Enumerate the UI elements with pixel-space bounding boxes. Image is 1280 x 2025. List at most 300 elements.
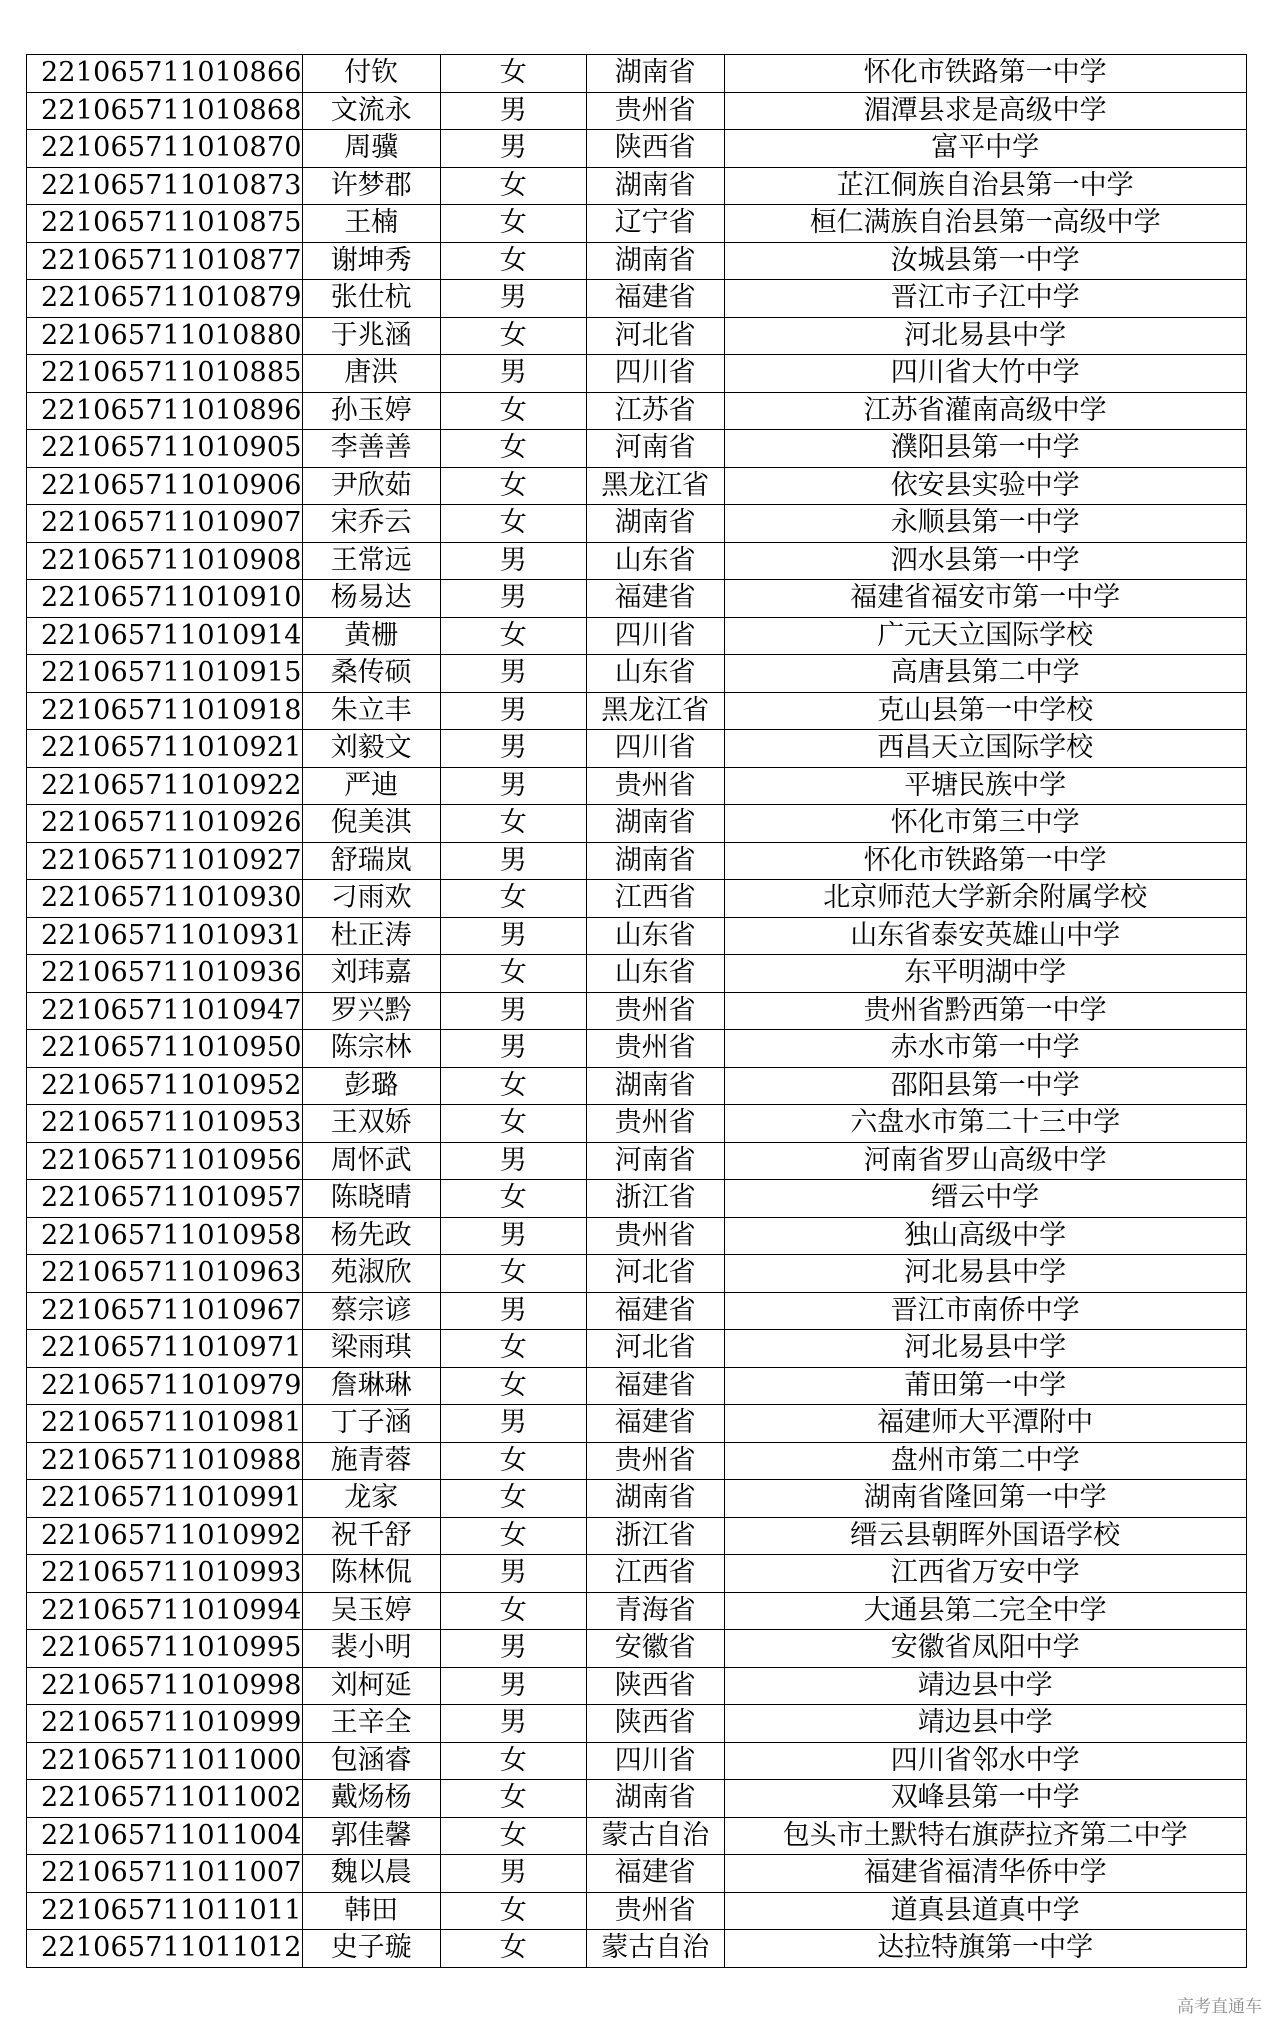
table-row	[27, 205, 1247, 243]
school-cell: 富平中学	[724, 130, 1246, 168]
student-name-cell: 谢坤秀	[302, 242, 440, 280]
gender-cell: 女	[440, 1817, 586, 1855]
gender-cell: 女	[440, 242, 586, 280]
school-cell: 双峰县第一中学	[724, 1780, 1246, 1818]
candidate-id-cell: 221065711010885	[27, 355, 303, 393]
student-name-cell: 黄栅	[302, 617, 440, 655]
table-row	[27, 1930, 1247, 1968]
candidate-id-cell: 221065711010915	[27, 655, 303, 693]
student-name-cell: 魏以晨	[302, 1855, 440, 1893]
student-name-cell: 付钦	[302, 55, 440, 93]
gender-cell: 男	[440, 1855, 586, 1893]
province-cell: 贵州省	[586, 92, 724, 130]
gender-cell: 男	[440, 842, 586, 880]
candidate-id-cell: 221065711010988	[27, 1442, 303, 1480]
table-row	[27, 1592, 1247, 1630]
table-row	[27, 805, 1247, 843]
school-cell: 东平明湖中学	[724, 955, 1246, 993]
student-name-cell: 杜正涛	[302, 917, 440, 955]
table-row	[27, 1817, 1247, 1855]
province-cell: 湖南省	[586, 1480, 724, 1518]
province-cell: 贵州省	[586, 1105, 724, 1143]
student-name-cell: 刘玮嘉	[302, 955, 440, 993]
candidate-id-cell: 221065711010907	[27, 505, 303, 543]
province-cell: 福建省	[586, 1405, 724, 1443]
candidate-id-cell: 221065711010993	[27, 1555, 303, 1593]
gender-cell: 男	[440, 1030, 586, 1068]
school-cell: 河北易县中学	[724, 317, 1246, 355]
gender-cell: 男	[440, 580, 586, 618]
student-name-cell: 舒瑞岚	[302, 842, 440, 880]
candidate-id-cell: 221065711010896	[27, 392, 303, 430]
gender-cell: 女	[440, 1105, 586, 1143]
province-cell: 湖南省	[586, 505, 724, 543]
student-name-cell: 杨先政	[302, 1217, 440, 1255]
province-cell: 黑龙江省	[586, 467, 724, 505]
province-cell: 贵州省	[586, 1217, 724, 1255]
province-cell: 山东省	[586, 655, 724, 693]
school-cell: 靖边县中学	[724, 1667, 1246, 1705]
school-cell: 安徽省凤阳中学	[724, 1630, 1246, 1668]
student-name-cell: 刘柯延	[302, 1667, 440, 1705]
school-cell: 包头市土默特右旗萨拉齐第二中学	[724, 1817, 1246, 1855]
gender-cell: 女	[440, 1517, 586, 1555]
student-name-cell: 王辛全	[302, 1705, 440, 1743]
school-cell: 赤水市第一中学	[724, 1030, 1246, 1068]
school-cell: 道真县道真中学	[724, 1892, 1246, 1930]
candidate-id-cell: 221065711010952	[27, 1067, 303, 1105]
candidate-id-cell: 221065711010870	[27, 130, 303, 168]
student-name-cell: 周骥	[302, 130, 440, 168]
table-row	[27, 1105, 1247, 1143]
province-cell: 陕西省	[586, 1705, 724, 1743]
school-cell: 莆田第一中学	[724, 1367, 1246, 1405]
candidate-id-cell: 221065711010953	[27, 1105, 303, 1143]
province-cell: 福建省	[586, 1855, 724, 1893]
gender-cell: 女	[440, 1592, 586, 1630]
province-cell: 四川省	[586, 1742, 724, 1780]
gender-cell: 女	[440, 505, 586, 543]
candidate-id-cell: 221065711010981	[27, 1405, 303, 1443]
student-name-cell: 严迪	[302, 767, 440, 805]
school-cell: 四川省邻水中学	[724, 1742, 1246, 1780]
table-row	[27, 1367, 1247, 1405]
school-cell: 高唐县第二中学	[724, 655, 1246, 693]
table-row	[27, 692, 1247, 730]
table-row	[27, 1442, 1247, 1480]
table-row	[27, 280, 1247, 318]
gender-cell: 男	[440, 767, 586, 805]
candidate-id-cell: 221065711010930	[27, 880, 303, 918]
candidate-id-cell: 221065711010958	[27, 1217, 303, 1255]
table-row	[27, 730, 1247, 768]
table-row	[27, 1255, 1247, 1293]
gender-cell: 男	[440, 130, 586, 168]
student-roster-table	[26, 54, 1247, 1968]
candidate-id-cell: 221065711010910	[27, 580, 303, 618]
table-row	[27, 430, 1247, 468]
school-cell: 四川省大竹中学	[724, 355, 1246, 393]
school-cell: 湄潭县求是高级中学	[724, 92, 1246, 130]
candidate-id-cell: 221065711010991	[27, 1480, 303, 1518]
province-cell: 贵州省	[586, 767, 724, 805]
table-row	[27, 1217, 1247, 1255]
student-name-cell: 王常远	[302, 542, 440, 580]
student-name-cell: 陈宗林	[302, 1030, 440, 1068]
student-name-cell: 戴炀杨	[302, 1780, 440, 1818]
province-cell: 蒙古自治	[586, 1930, 724, 1968]
table-row	[27, 1517, 1247, 1555]
province-cell: 湖南省	[586, 167, 724, 205]
candidate-id-cell: 221065711010956	[27, 1142, 303, 1180]
gender-cell: 男	[440, 992, 586, 1030]
table-row	[27, 1780, 1247, 1818]
province-cell: 陕西省	[586, 130, 724, 168]
table-row	[27, 1855, 1247, 1893]
table-row	[27, 955, 1247, 993]
candidate-id-cell: 221065711010879	[27, 280, 303, 318]
candidate-id-cell: 221065711010875	[27, 205, 303, 243]
candidate-id-cell: 221065711010922	[27, 767, 303, 805]
student-name-cell: 施青蓉	[302, 1442, 440, 1480]
province-cell: 山东省	[586, 955, 724, 993]
province-cell: 湖南省	[586, 55, 724, 93]
table-row	[27, 1892, 1247, 1930]
school-cell: 贵州省黔西第一中学	[724, 992, 1246, 1030]
school-cell: 达拉特旗第一中学	[724, 1930, 1246, 1968]
table-row	[27, 1630, 1247, 1668]
candidate-id-cell: 221065711010963	[27, 1255, 303, 1293]
student-name-cell: 倪美淇	[302, 805, 440, 843]
table-row	[27, 842, 1247, 880]
school-cell: 桓仁满族自治县第一高级中学	[724, 205, 1246, 243]
candidate-id-cell: 221065711010926	[27, 805, 303, 843]
student-name-cell: 郭佳馨	[302, 1817, 440, 1855]
watermark: 高考直通车	[1177, 1997, 1262, 2017]
province-cell: 江西省	[586, 1555, 724, 1593]
table-row	[27, 1405, 1247, 1443]
province-cell: 蒙古自治	[586, 1817, 724, 1855]
school-cell: 湖南省隆回第一中学	[724, 1480, 1246, 1518]
province-cell: 四川省	[586, 355, 724, 393]
gender-cell: 男	[440, 542, 586, 580]
gender-cell: 男	[440, 692, 586, 730]
province-cell: 湖南省	[586, 242, 724, 280]
table-row	[27, 355, 1247, 393]
candidate-id-cell: 221065711010936	[27, 955, 303, 993]
province-cell: 陕西省	[586, 1667, 724, 1705]
gender-cell: 男	[440, 1555, 586, 1593]
school-cell: 晋江市子江中学	[724, 280, 1246, 318]
province-cell: 青海省	[586, 1592, 724, 1630]
candidate-id-cell: 221065711010877	[27, 242, 303, 280]
gender-cell: 男	[440, 1630, 586, 1668]
table-row	[27, 1292, 1247, 1330]
school-cell: 缙云中学	[724, 1180, 1246, 1218]
school-cell: 盘州市第二中学	[724, 1442, 1246, 1480]
table-row	[27, 542, 1247, 580]
candidate-id-cell: 221065711010950	[27, 1030, 303, 1068]
student-name-cell: 桑传硕	[302, 655, 440, 693]
gender-cell: 男	[440, 1217, 586, 1255]
student-name-cell: 王楠	[302, 205, 440, 243]
gender-cell: 女	[440, 1067, 586, 1105]
student-name-cell: 宋乔云	[302, 505, 440, 543]
province-cell: 四川省	[586, 730, 724, 768]
school-cell: 靖边县中学	[724, 1705, 1246, 1743]
table-row	[27, 1030, 1247, 1068]
school-cell: 邵阳县第一中学	[724, 1067, 1246, 1105]
school-cell: 汝城县第一中学	[724, 242, 1246, 280]
gender-cell: 女	[440, 1442, 586, 1480]
student-name-cell: 杨易达	[302, 580, 440, 618]
student-name-cell: 丁子涵	[302, 1405, 440, 1443]
student-name-cell: 刁雨欢	[302, 880, 440, 918]
candidate-id-cell: 221065711011000	[27, 1742, 303, 1780]
gender-cell: 女	[440, 1330, 586, 1368]
school-cell: 福建师大平潭附中	[724, 1405, 1246, 1443]
gender-cell: 男	[440, 730, 586, 768]
province-cell: 湖南省	[586, 842, 724, 880]
table-row	[27, 130, 1247, 168]
province-cell: 福建省	[586, 1292, 724, 1330]
student-name-cell: 詹琳琳	[302, 1367, 440, 1405]
school-cell: 广元天立国际学校	[724, 617, 1246, 655]
school-cell: 福建省福清华侨中学	[724, 1855, 1246, 1893]
student-name-cell: 陈晓晴	[302, 1180, 440, 1218]
table-row	[27, 242, 1247, 280]
student-name-cell: 罗兴黔	[302, 992, 440, 1030]
candidate-id-cell: 221065711010906	[27, 467, 303, 505]
gender-cell: 男	[440, 1705, 586, 1743]
candidate-id-cell: 221065711010967	[27, 1292, 303, 1330]
gender-cell: 男	[440, 655, 586, 693]
gender-cell: 女	[440, 1255, 586, 1293]
student-name-cell: 张仕杭	[302, 280, 440, 318]
table-row	[27, 580, 1247, 618]
table-row	[27, 167, 1247, 205]
school-cell: 西昌天立国际学校	[724, 730, 1246, 768]
candidate-id-cell: 221065711010999	[27, 1705, 303, 1743]
student-name-cell: 梁雨琪	[302, 1330, 440, 1368]
candidate-id-cell: 221065711010992	[27, 1517, 303, 1555]
student-name-cell: 陈林侃	[302, 1555, 440, 1593]
table-row	[27, 1667, 1247, 1705]
school-cell: 六盘水市第二十三中学	[724, 1105, 1246, 1143]
gender-cell: 女	[440, 1180, 586, 1218]
table-row	[27, 1067, 1247, 1105]
candidate-id-cell: 221065711010918	[27, 692, 303, 730]
gender-cell: 女	[440, 1480, 586, 1518]
gender-cell: 男	[440, 1405, 586, 1443]
school-cell: 泗水县第一中学	[724, 542, 1246, 580]
province-cell: 贵州省	[586, 1030, 724, 1068]
table-row	[27, 1705, 1247, 1743]
school-cell: 怀化市铁路第一中学	[724, 842, 1246, 880]
province-cell: 河南省	[586, 430, 724, 468]
candidate-id-cell: 221065711011012	[27, 1930, 303, 1968]
candidate-id-cell: 221065711010866	[27, 55, 303, 93]
student-name-cell: 包涵睿	[302, 1742, 440, 1780]
province-cell: 福建省	[586, 580, 724, 618]
province-cell: 贵州省	[586, 1892, 724, 1930]
school-cell: 江西省万安中学	[724, 1555, 1246, 1593]
table-row	[27, 992, 1247, 1030]
student-name-cell: 蔡宗谚	[302, 1292, 440, 1330]
candidate-id-cell: 221065711011004	[27, 1817, 303, 1855]
candidate-id-cell: 221065711010927	[27, 842, 303, 880]
province-cell: 江苏省	[586, 392, 724, 430]
candidate-id-cell: 221065711011007	[27, 1855, 303, 1893]
table-row	[27, 1180, 1247, 1218]
candidate-id-cell: 221065711010908	[27, 542, 303, 580]
table-row	[27, 617, 1247, 655]
school-cell: 怀化市铁路第一中学	[724, 55, 1246, 93]
province-cell: 贵州省	[586, 1442, 724, 1480]
table-row	[27, 1742, 1247, 1780]
province-cell: 浙江省	[586, 1180, 724, 1218]
candidate-id-cell: 221065711010979	[27, 1367, 303, 1405]
school-cell: 北京师范大学新余附属学校	[724, 880, 1246, 918]
school-cell: 福建省福安市第一中学	[724, 580, 1246, 618]
student-name-cell: 韩田	[302, 1892, 440, 1930]
student-name-cell: 苑淑欣	[302, 1255, 440, 1293]
student-name-cell: 彭璐	[302, 1067, 440, 1105]
gender-cell: 男	[440, 917, 586, 955]
province-cell: 河北省	[586, 1330, 724, 1368]
candidate-id-cell: 221065711010905	[27, 430, 303, 468]
student-name-cell: 吴玉婷	[302, 1592, 440, 1630]
gender-cell: 男	[440, 355, 586, 393]
student-name-cell: 文流永	[302, 92, 440, 130]
province-cell: 河北省	[586, 1255, 724, 1293]
school-cell: 江苏省灌南高级中学	[724, 392, 1246, 430]
province-cell: 湖南省	[586, 1780, 724, 1818]
candidate-id-cell: 221065711010914	[27, 617, 303, 655]
school-cell: 河北易县中学	[724, 1255, 1246, 1293]
student-name-cell: 裴小明	[302, 1630, 440, 1668]
school-cell: 缙云县朝晖外国语学校	[724, 1517, 1246, 1555]
school-cell: 濮阳县第一中学	[724, 430, 1246, 468]
candidate-id-cell: 221065711010921	[27, 730, 303, 768]
gender-cell: 女	[440, 880, 586, 918]
table-row	[27, 392, 1247, 430]
gender-cell: 女	[440, 1742, 586, 1780]
student-name-cell: 于兆涵	[302, 317, 440, 355]
table-row	[27, 317, 1247, 355]
gender-cell: 女	[440, 167, 586, 205]
province-cell: 河南省	[586, 1142, 724, 1180]
province-cell: 四川省	[586, 617, 724, 655]
gender-cell: 女	[440, 617, 586, 655]
gender-cell: 女	[440, 1780, 586, 1818]
school-cell: 大通县第二完全中学	[724, 1592, 1246, 1630]
table-row	[27, 917, 1247, 955]
school-cell: 芷江侗族自治县第一中学	[724, 167, 1246, 205]
school-cell: 河南省罗山高级中学	[724, 1142, 1246, 1180]
gender-cell: 女	[440, 467, 586, 505]
table-row	[27, 880, 1247, 918]
candidate-id-cell: 221065711010998	[27, 1667, 303, 1705]
table-row	[27, 467, 1247, 505]
school-cell: 晋江市南侨中学	[724, 1292, 1246, 1330]
gender-cell: 男	[440, 280, 586, 318]
province-cell: 贵州省	[586, 992, 724, 1030]
gender-cell: 女	[440, 55, 586, 93]
gender-cell: 女	[440, 1892, 586, 1930]
province-cell: 福建省	[586, 1367, 724, 1405]
student-name-cell: 唐洪	[302, 355, 440, 393]
table-row	[27, 767, 1247, 805]
student-name-cell: 刘毅文	[302, 730, 440, 768]
school-cell: 怀化市第三中学	[724, 805, 1246, 843]
candidate-id-cell: 221065711010995	[27, 1630, 303, 1668]
student-name-cell: 周怀武	[302, 1142, 440, 1180]
table-row	[27, 1142, 1247, 1180]
gender-cell: 男	[440, 1292, 586, 1330]
candidate-id-cell: 221065711010957	[27, 1180, 303, 1218]
province-cell: 浙江省	[586, 1517, 724, 1555]
province-cell: 福建省	[586, 280, 724, 318]
province-cell: 山东省	[586, 917, 724, 955]
gender-cell: 女	[440, 805, 586, 843]
province-cell: 辽宁省	[586, 205, 724, 243]
student-name-cell: 孙玉婷	[302, 392, 440, 430]
table-row	[27, 1330, 1247, 1368]
table-row	[27, 92, 1247, 130]
school-cell: 依安县实验中学	[724, 467, 1246, 505]
gender-cell: 女	[440, 392, 586, 430]
gender-cell: 女	[440, 955, 586, 993]
school-cell: 河北易县中学	[724, 1330, 1246, 1368]
candidate-id-cell: 221065711011011	[27, 1892, 303, 1930]
gender-cell: 女	[440, 317, 586, 355]
candidate-id-cell: 221065711010947	[27, 992, 303, 1030]
student-name-cell: 龙家	[302, 1480, 440, 1518]
gender-cell: 女	[440, 205, 586, 243]
candidate-id-cell: 221065711010971	[27, 1330, 303, 1368]
candidate-id-cell: 221065711010994	[27, 1592, 303, 1630]
student-name-cell: 史子璇	[302, 1930, 440, 1968]
school-cell: 永顺县第一中学	[724, 505, 1246, 543]
student-name-cell: 王双娇	[302, 1105, 440, 1143]
gender-cell: 男	[440, 1142, 586, 1180]
candidate-id-cell: 221065711010931	[27, 917, 303, 955]
school-cell: 独山高级中学	[724, 1217, 1246, 1255]
table-row	[27, 655, 1247, 693]
roster-body	[27, 55, 1247, 1968]
province-cell: 湖南省	[586, 1067, 724, 1105]
student-name-cell: 许梦郡	[302, 167, 440, 205]
gender-cell: 女	[440, 430, 586, 468]
student-name-cell: 李善善	[302, 430, 440, 468]
candidate-id-cell: 221065711010880	[27, 317, 303, 355]
province-cell: 安徽省	[586, 1630, 724, 1668]
gender-cell: 男	[440, 1667, 586, 1705]
province-cell: 湖南省	[586, 805, 724, 843]
table-row	[27, 505, 1247, 543]
table-row	[27, 1555, 1247, 1593]
school-cell: 克山县第一中学校	[724, 692, 1246, 730]
student-name-cell: 朱立丰	[302, 692, 440, 730]
province-cell: 河北省	[586, 317, 724, 355]
candidate-id-cell: 221065711010873	[27, 167, 303, 205]
student-name-cell: 祝千舒	[302, 1517, 440, 1555]
candidate-id-cell: 221065711010868	[27, 92, 303, 130]
gender-cell: 男	[440, 92, 586, 130]
candidate-id-cell: 221065711011002	[27, 1780, 303, 1818]
province-cell: 黑龙江省	[586, 692, 724, 730]
